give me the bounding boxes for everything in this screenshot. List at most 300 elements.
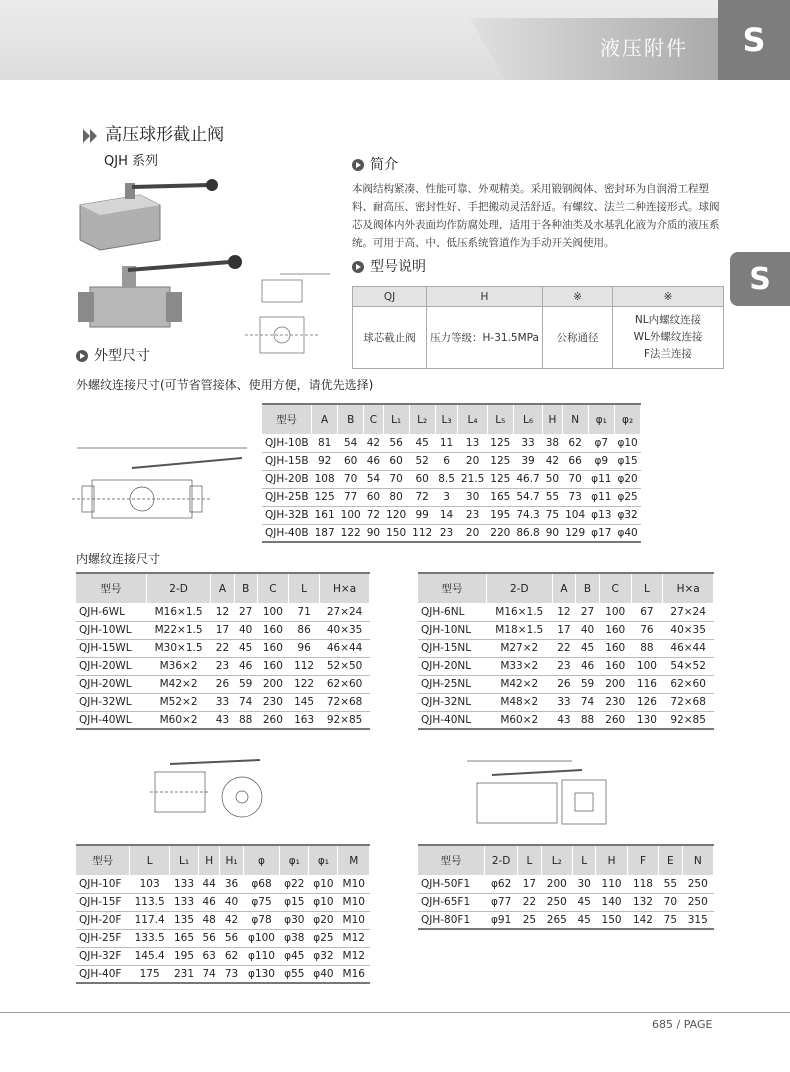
- table-cell: φ30: [280, 911, 309, 929]
- table-cell: 120: [383, 506, 409, 524]
- table-cell: 62×60: [320, 675, 370, 693]
- table-header: L: [288, 573, 319, 603]
- table-cell: 265: [541, 911, 572, 929]
- table-cell: 230: [257, 693, 288, 711]
- model-cell: 公称通径: [543, 307, 613, 369]
- table-cell: 27: [234, 603, 257, 621]
- table-cell: 132: [627, 893, 658, 911]
- table-row: [418, 639, 714, 657]
- table-cell: M52×2: [146, 693, 211, 711]
- table-row: [262, 506, 641, 524]
- table-cell: 74.3: [513, 506, 542, 524]
- table-cell: 72×68: [320, 693, 370, 711]
- table-header: 型号: [76, 573, 146, 603]
- table-header: L: [573, 845, 596, 875]
- table-cell: 200: [599, 675, 631, 693]
- table-cell: 63: [198, 947, 219, 965]
- table-header: A: [552, 573, 576, 603]
- table-cell: 21.5: [458, 470, 487, 488]
- table-cell: 90: [543, 524, 562, 542]
- table-cell: 133: [170, 893, 199, 911]
- table-cell: QJH-25F: [76, 929, 130, 947]
- table-cell: M42×2: [486, 675, 552, 693]
- table-cell: φ17: [588, 524, 614, 542]
- table-cell: 165: [487, 488, 513, 506]
- table-row: [262, 470, 641, 488]
- table-cell: 76: [631, 621, 663, 639]
- table-cell: 60: [364, 488, 383, 506]
- table-cell: 200: [257, 675, 288, 693]
- table-header: 2-D: [486, 573, 552, 603]
- table-cell: 163: [288, 711, 319, 729]
- table-row: [262, 488, 641, 506]
- model-header: H: [427, 287, 543, 307]
- table-cell: 231: [170, 965, 199, 983]
- table-row: [418, 621, 714, 639]
- table-cell: 22: [518, 893, 541, 911]
- double-arrow-icon: [80, 129, 100, 143]
- table-cell: 43: [211, 711, 234, 729]
- table-cell: QJH-20WL: [76, 675, 146, 693]
- table-header: φ: [243, 845, 280, 875]
- table-cell: 92×85: [320, 711, 370, 729]
- table-cell: 59: [576, 675, 600, 693]
- table-cell: φ20: [614, 470, 640, 488]
- table-row: [76, 893, 370, 911]
- table-cell: 74: [198, 965, 219, 983]
- table-header: 2-D: [146, 573, 211, 603]
- intro-heading: 简介: [352, 154, 398, 174]
- table-cell: 100: [257, 603, 288, 621]
- table-cell: QJH-20NL: [418, 657, 486, 675]
- f1-type-table: [418, 844, 714, 930]
- table-row: [418, 603, 714, 621]
- table-header: φ₁: [280, 845, 309, 875]
- table-cell: M42×2: [146, 675, 211, 693]
- wl-type-table: [76, 572, 370, 730]
- table-cell: 160: [599, 621, 631, 639]
- table-cell: 6: [435, 452, 458, 470]
- table-row: [76, 965, 370, 983]
- table-header: N: [682, 845, 713, 875]
- table-cell: 150: [596, 911, 627, 929]
- table-cell: 81: [312, 434, 338, 452]
- table-cell: 23: [458, 506, 487, 524]
- table-cell: 126: [631, 693, 663, 711]
- table-cell: M22×1.5: [146, 621, 211, 639]
- table-row: [418, 711, 714, 729]
- table-cell: φ10: [309, 893, 338, 911]
- table-row: [76, 621, 370, 639]
- table-cell: 46: [234, 657, 257, 675]
- model-header: ※: [613, 287, 724, 307]
- table-cell: 26: [552, 675, 576, 693]
- table-row: [76, 911, 370, 929]
- table-cell: 20: [458, 452, 487, 470]
- table-header: E: [659, 845, 682, 875]
- intro-text: 本阀结构紧凑、性能可靠、外观精美。采用锻钢阀体、密封环为自润滑工程塑料、耐高压、密封性好、手把搬动灵活舒适。有螺纹、法兰二种连接形式。球阀芯及阀体内外表面均作防腐处理，适用于各种油类及水基乳化液为介质的液压系统。可用于高、中、低压系统管道作为手动开关阀使用。: [352, 183, 720, 249]
- table-cell: φ10: [309, 875, 338, 893]
- table-cell: 88: [576, 711, 600, 729]
- table-header: L₂: [541, 845, 572, 875]
- table-cell: 22: [211, 639, 234, 657]
- table-header: H: [543, 404, 562, 434]
- table-cell: 135: [170, 911, 199, 929]
- table-cell: 72: [409, 488, 435, 506]
- table-cell: 30: [458, 488, 487, 506]
- table-cell: 110: [596, 875, 627, 893]
- table-cell: 40×35: [320, 621, 370, 639]
- table-row: [418, 875, 714, 893]
- table-cell: QJH-10WL: [76, 621, 146, 639]
- table-cell: 72×68: [663, 693, 714, 711]
- table-cell: 92: [312, 452, 338, 470]
- table-cell: QJH-20WL: [76, 657, 146, 675]
- table-row: [418, 675, 714, 693]
- table-cell: 195: [487, 506, 513, 524]
- nl-type-table: [418, 572, 714, 730]
- table-cell: M18×1.5: [486, 621, 552, 639]
- table-header: B: [234, 573, 257, 603]
- table-cell: 88: [234, 711, 257, 729]
- table-cell: 33: [513, 434, 542, 452]
- table-cell: φ25: [309, 929, 338, 947]
- table-cell: φ15: [614, 452, 640, 470]
- model-heading: 型号说明: [352, 256, 426, 276]
- inner-thread-caption: 内螺纹连接尺寸: [76, 552, 161, 566]
- table-cell: 70: [562, 470, 588, 488]
- table-cell: 86.8: [513, 524, 542, 542]
- table-cell: 23: [435, 524, 458, 542]
- table-cell: 25: [518, 911, 541, 929]
- table-cell: 187: [312, 524, 338, 542]
- table-cell: 100: [631, 657, 663, 675]
- table-cell: QJH-15F: [76, 893, 130, 911]
- table-cell: 70: [659, 893, 682, 911]
- table-cell: 116: [631, 675, 663, 693]
- table-cell: QJH-32B: [262, 506, 312, 524]
- table-cell: 13: [458, 434, 487, 452]
- table-cell: 56: [198, 929, 219, 947]
- table-cell: 23: [552, 657, 576, 675]
- table-cell: 125: [487, 452, 513, 470]
- table-cell: M12: [338, 929, 370, 947]
- valve-drawing-small: [240, 262, 340, 362]
- table-cell: 250: [541, 893, 572, 911]
- table-header: L: [518, 845, 541, 875]
- table-cell: QJH-10B: [262, 434, 312, 452]
- table-cell: φ55: [280, 965, 309, 983]
- table-cell: 22: [552, 639, 576, 657]
- outer-thread-caption: 外螺纹连接尺寸(可节省管接体、使用方便，请优先选择): [76, 378, 374, 392]
- table-cell: QJH-50F1: [418, 875, 485, 893]
- table-header: L: [631, 573, 663, 603]
- table-cell: 99: [409, 506, 435, 524]
- table-cell: φ91: [485, 911, 518, 929]
- table-cell: 160: [599, 639, 631, 657]
- model-connections: NL内螺纹连接 WL外螺纹连接 F法兰连接: [613, 307, 724, 369]
- table-cell: QJH-6NL: [418, 603, 486, 621]
- table-cell: 125: [487, 434, 513, 452]
- table-cell: 103: [130, 875, 170, 893]
- table-cell: 40: [234, 621, 257, 639]
- table-cell: φ13: [588, 506, 614, 524]
- table-cell: 23: [211, 657, 234, 675]
- table-cell: φ77: [485, 893, 518, 911]
- table-cell: 60: [338, 452, 364, 470]
- table-cell: QJH-32WL: [76, 693, 146, 711]
- table-cell: 54.7: [513, 488, 542, 506]
- table-cell: 145: [288, 693, 319, 711]
- table-cell: 122: [288, 675, 319, 693]
- table-cell: QJH-65F1: [418, 893, 485, 911]
- table-cell: φ11: [588, 470, 614, 488]
- table-header: F: [627, 845, 658, 875]
- table-cell: 11: [435, 434, 458, 452]
- table-header: 2-D: [485, 845, 518, 875]
- table-cell: 50: [543, 470, 562, 488]
- table-cell: φ32: [614, 506, 640, 524]
- table-cell: 133: [170, 875, 199, 893]
- table-header: C: [257, 573, 288, 603]
- table-cell: QJH-40WL: [76, 711, 146, 729]
- table-cell: 66: [562, 452, 588, 470]
- b-type-table: [262, 403, 641, 543]
- table-header: 型号: [76, 845, 130, 875]
- table-cell: 12: [552, 603, 576, 621]
- table-cell: QJH-15B: [262, 452, 312, 470]
- model-cell: 压力等级：H-31.5MPa: [427, 307, 543, 369]
- table-cell: 70: [338, 470, 364, 488]
- table-cell: 160: [599, 657, 631, 675]
- table-cell: 220: [487, 524, 513, 542]
- table-cell: 70: [383, 470, 409, 488]
- table-cell: 150: [383, 524, 409, 542]
- table-row: [262, 452, 641, 470]
- table-row: [262, 524, 641, 542]
- f-type-drawing: [150, 752, 275, 832]
- table-cell: φ130: [243, 965, 280, 983]
- table-cell: 160: [257, 639, 288, 657]
- table-row: [418, 657, 714, 675]
- table-cell: 160: [257, 621, 288, 639]
- table-cell: 54: [338, 434, 364, 452]
- table-header: B: [576, 573, 600, 603]
- table-cell: 125: [487, 470, 513, 488]
- section-title: 液压附件: [600, 36, 688, 60]
- model-cell: 球芯截止阀: [353, 307, 427, 369]
- table-cell: 17: [552, 621, 576, 639]
- table-cell: 46×44: [320, 639, 370, 657]
- table-cell: 56: [383, 434, 409, 452]
- table-cell: 122: [338, 524, 364, 542]
- table-row: [76, 693, 370, 711]
- table-cell: 46: [364, 452, 383, 470]
- table-cell: 40: [576, 621, 600, 639]
- table-row: [76, 875, 370, 893]
- table-cell: 36: [220, 875, 243, 893]
- table-header: L₂: [409, 404, 435, 434]
- table-cell: M10: [338, 893, 370, 911]
- table-cell: M48×2: [486, 693, 552, 711]
- table-cell: 100: [338, 506, 364, 524]
- table-cell: QJH-15WL: [76, 639, 146, 657]
- table-cell: QJH-40NL: [418, 711, 486, 729]
- table-row: [76, 639, 370, 657]
- table-header: A: [211, 573, 234, 603]
- table-cell: 161: [312, 506, 338, 524]
- table-row: [418, 893, 714, 911]
- table-row: [76, 711, 370, 729]
- table-cell: 20: [458, 524, 487, 542]
- model-header: QJ: [353, 287, 427, 307]
- table-cell: φ68: [243, 875, 280, 893]
- table-header: 型号: [418, 573, 486, 603]
- b-type-drawing: [72, 438, 257, 538]
- table-cell: φ78: [243, 911, 280, 929]
- table-cell: φ100: [243, 929, 280, 947]
- table-cell: M10: [338, 875, 370, 893]
- table-cell: M27×2: [486, 639, 552, 657]
- table-cell: 113.5: [130, 893, 170, 911]
- table-cell: QJH-15NL: [418, 639, 486, 657]
- table-cell: 100: [599, 603, 631, 621]
- table-header: C: [599, 573, 631, 603]
- table-cell: 43: [552, 711, 576, 729]
- product-heading: [80, 120, 224, 145]
- table-cell: 38: [543, 434, 562, 452]
- table-cell: QJH-32NL: [418, 693, 486, 711]
- table-cell: 30: [573, 875, 596, 893]
- table-cell: 86: [288, 621, 319, 639]
- table-cell: QJH-32F: [76, 947, 130, 965]
- table-cell: 62: [220, 947, 243, 965]
- table-cell: QJH-20F: [76, 911, 130, 929]
- table-row: [418, 911, 714, 929]
- table-cell: QJH-6WL: [76, 603, 146, 621]
- table-cell: 112: [409, 524, 435, 542]
- table-cell: 104: [562, 506, 588, 524]
- table-cell: 74: [576, 693, 600, 711]
- table-cell: 12: [211, 603, 234, 621]
- table-row: [76, 929, 370, 947]
- table-cell: φ10: [614, 434, 640, 452]
- table-cell: φ25: [614, 488, 640, 506]
- table-header: H₁: [220, 845, 243, 875]
- table-cell: 250: [682, 893, 713, 911]
- table-cell: QJH-25B: [262, 488, 312, 506]
- table-header: L₆: [513, 404, 542, 434]
- table-cell: 45: [573, 893, 596, 911]
- bullet-icon: [352, 159, 364, 171]
- table-cell: 74: [234, 693, 257, 711]
- table-header: B: [338, 404, 364, 434]
- table-cell: 112: [288, 657, 319, 675]
- table-row: [262, 434, 641, 452]
- table-cell: 195: [170, 947, 199, 965]
- table-cell: 62: [562, 434, 588, 452]
- table-cell: 55: [543, 488, 562, 506]
- f-type-table: [76, 844, 370, 984]
- side-section-tab: S: [730, 252, 790, 306]
- table-header: H: [198, 845, 219, 875]
- table-cell: 118: [627, 875, 658, 893]
- table-cell: 60: [409, 470, 435, 488]
- table-cell: 73: [220, 965, 243, 983]
- table-header: L₁: [383, 404, 409, 434]
- table-cell: φ7: [588, 434, 614, 452]
- table-cell: M16×1.5: [486, 603, 552, 621]
- table-header: L₄: [458, 404, 487, 434]
- table-cell: 55: [659, 875, 682, 893]
- table-cell: 54×52: [663, 657, 714, 675]
- table-cell: 260: [599, 711, 631, 729]
- table-cell: 44: [198, 875, 219, 893]
- table-cell: M60×2: [146, 711, 211, 729]
- table-header: φ₂: [614, 404, 640, 434]
- table-cell: φ45: [280, 947, 309, 965]
- table-cell: 73: [562, 488, 588, 506]
- table-cell: 67: [631, 603, 663, 621]
- f1-type-drawing: [462, 755, 612, 830]
- table-cell: 117.4: [130, 911, 170, 929]
- table-cell: 130: [631, 711, 663, 729]
- model-header: ※: [543, 287, 613, 307]
- table-cell: 17: [211, 621, 234, 639]
- table-cell: 88: [631, 639, 663, 657]
- table-cell: M30×1.5: [146, 639, 211, 657]
- footer-divider: [0, 1012, 790, 1013]
- table-cell: 80: [383, 488, 409, 506]
- table-cell: 39: [513, 452, 542, 470]
- table-row: [76, 603, 370, 621]
- table-cell: 96: [288, 639, 319, 657]
- table-cell: 60: [383, 452, 409, 470]
- table-cell: 40: [220, 893, 243, 911]
- table-cell: 40×35: [663, 621, 714, 639]
- table-cell: M60×2: [486, 711, 552, 729]
- table-cell: φ22: [280, 875, 309, 893]
- table-cell: 160: [257, 657, 288, 675]
- table-cell: 140: [596, 893, 627, 911]
- table-row: [418, 693, 714, 711]
- table-row: [76, 657, 370, 675]
- table-cell: 133.5: [130, 929, 170, 947]
- table-cell: 3: [435, 488, 458, 506]
- valve-photo-1: [70, 175, 250, 255]
- table-header: L₅: [487, 404, 513, 434]
- table-cell: M36×2: [146, 657, 211, 675]
- table-header: M: [338, 845, 370, 875]
- table-cell: 62×60: [663, 675, 714, 693]
- table-cell: 108: [312, 470, 338, 488]
- table-cell: 92×85: [663, 711, 714, 729]
- page-number: 685 / PAGE: [652, 1018, 713, 1031]
- table-cell: M16×1.5: [146, 603, 211, 621]
- table-cell: 71: [288, 603, 319, 621]
- table-header: φ₁: [588, 404, 614, 434]
- table-cell: φ40: [614, 524, 640, 542]
- product-series: QJH 系列: [104, 154, 158, 169]
- table-cell: 46.7: [513, 470, 542, 488]
- table-cell: 145.4: [130, 947, 170, 965]
- table-cell: 75: [659, 911, 682, 929]
- table-cell: φ9: [588, 452, 614, 470]
- bullet-icon: [76, 350, 88, 362]
- table-cell: 27: [576, 603, 600, 621]
- table-cell: 42: [220, 911, 243, 929]
- table-header: L: [130, 845, 170, 875]
